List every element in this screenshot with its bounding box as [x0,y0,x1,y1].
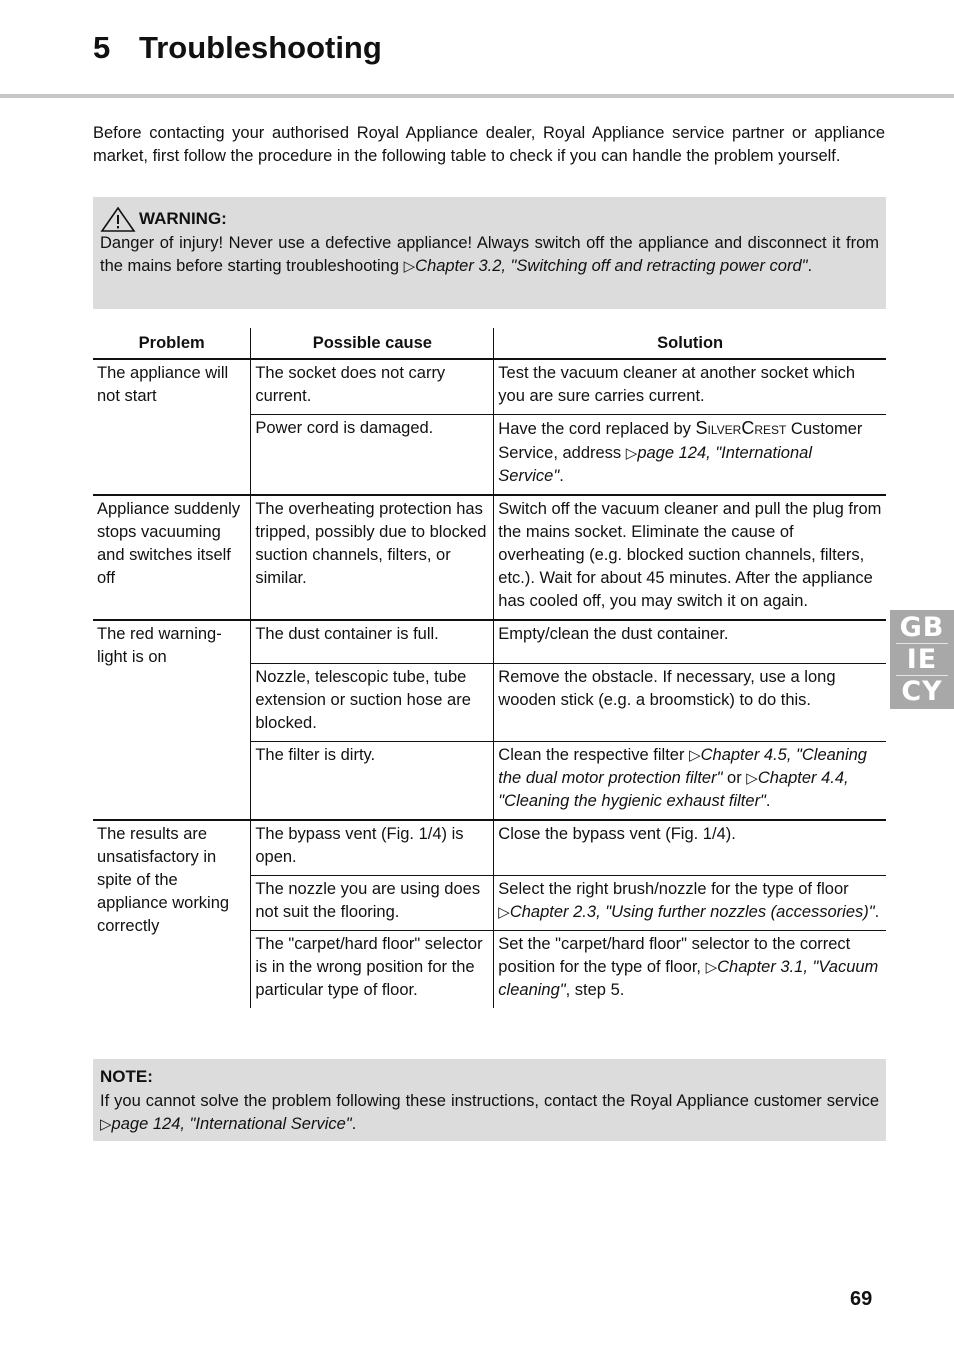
cause-cell: The dust container is full. [251,620,494,664]
table-header-row [93,328,886,359]
arrow-icon: ▷ [403,258,416,275]
solution-cell: Close the bypass vent (Fig. 1/4). [494,820,886,876]
chapter-link[interactable]: Chapter 3.1, "Vacuum cleaning" [498,958,879,999]
note-box [93,1059,886,1141]
brand-name: SILVERCREST [695,418,787,438]
problem-cell: The appliance will not start [97,364,229,405]
arrow-icon: ▷ [498,904,510,921]
solution-cell: Set the "carpet/hard floor" selector to the correct position for the type of floor, ▷Chapter 3.1, "Vacuum cleaning", step 5. [494,931,886,1009]
arrow-icon: ▷ [689,747,701,764]
solution-cell: Clean the respective filter ▷Chapter 4.5, "Cleaning the dual motor protection filter" or ▷Chapter 4.4, "Cleaning the hygienic exhaust filter". [494,742,886,821]
chapter-link[interactable]: Chapter 4.5, "Cleaning the dual motor protection filter" [498,746,867,787]
warning-chapter-link[interactable]: Chapter 3.2, "Switching off and retracting power cord" [415,257,808,275]
table-row [93,620,886,664]
language-code: GB [899,612,945,643]
section-number: 5 [93,30,111,65]
solution-cell: Empty/clean the dust container. [494,620,886,664]
language-code: CY [901,676,943,707]
warning-header [100,206,879,232]
problem-cell: Appliance suddenly stops vacuuming and switches itself off [93,495,251,620]
warning-text: Danger of injury! Never use a defective appliance! Always switch off the appliance and disconnect it from the mains before starting troubleshooting ▷Chapter 3.2, "Switching off and retracting power cord". [100,234,879,275]
intro-paragraph: Before contacting your authorised Royal Appliance dealer, Royal Appliance service partner or appliance market, first follow the procedure in the following table to check if you can handle the problem yourself. [93,124,885,165]
chapter-link[interactable]: Chapter 2.3, "Using further nozzles (accessories)" [509,903,875,921]
language-code: IE [906,644,938,675]
solution-cell: Switch off the vacuum cleaner and pull the plug from the mains socket. Eliminate the cause of overheating (e.g. blocked suction channels, filters, etc.). Wait for about 45 minutes. After the appliance has cooled off, you may switch it on again. [494,495,886,620]
table-row [93,495,886,620]
warning-box [93,197,886,309]
heading-rule [0,94,954,98]
table-row [93,820,886,876]
warning-triangle-icon [100,206,136,232]
arrow-icon: ▷ [746,770,758,787]
chapter-link[interactable]: Chapter 4.4, "Cleaning the hygienic exhaust filter" [498,769,849,810]
note-text: If you cannot solve the problem following these instructions, contact the Royal Appliance customer service ▷page 124, "International Service". [100,1092,879,1133]
cause-cell: Power cord is damaged. [251,415,494,496]
section-heading [93,30,382,66]
page-link[interactable]: page 124, "International Service" [498,444,812,485]
language-tab [890,610,954,709]
note-label: NOTE: [100,1067,153,1086]
solution-cell: Select the right brush/nozzle for the type of floor ▷Chapter 2.3, "Using further nozzles (accessories)". [494,876,886,931]
page-link[interactable]: page 124, "International Service" [111,1115,352,1133]
arrow-icon: ▷ [705,959,718,976]
header-cause: Possible cause [251,328,494,359]
header-solution: Solution [494,328,886,359]
section-title: Troubleshooting [139,30,382,65]
solution-cell: Test the vacuum cleaner at another socket which you are sure carries current. [494,359,886,415]
cause-cell: The nozzle you are using does not suit the flooring. [251,876,494,931]
page-number: 69 [850,1288,873,1310]
solution-cell: Remove the obstacle. If necessary, use a long wooden stick (e.g. a broomstick) to do this. [494,664,886,742]
problem-cell: The results are unsatisfactory in spite of the appliance working correctly [93,820,251,1008]
troubleshooting-table [93,328,886,1008]
cause-cell: The bypass vent (Fig. 1/4) is open. [251,820,494,876]
warning-label: WARNING: [139,209,227,228]
solution-cell: Have the cord replaced by SILVERCREST Customer Service, address ▷page 124, "International Service". [494,415,886,496]
cause-cell: The socket does not carry current. [251,359,494,415]
header-problem: Problem [93,328,251,359]
problem-cell: The red warning-light is on [93,620,251,820]
arrow-icon: ▷ [100,1116,112,1133]
arrow-icon: ▷ [625,445,638,462]
cause-cell: Nozzle, telescopic tube, tube extension or suction hose are blocked. [251,664,494,742]
cause-cell: The filter is dirty. [251,742,494,821]
cause-cell: The "carpet/hard floor" selector is in the wrong position for the particular type of floor. [251,931,494,1009]
cause-cell: The overheating protection has tripped, possibly due to blocked suction channels, filters, or similar. [251,495,494,620]
table-row [93,359,886,415]
